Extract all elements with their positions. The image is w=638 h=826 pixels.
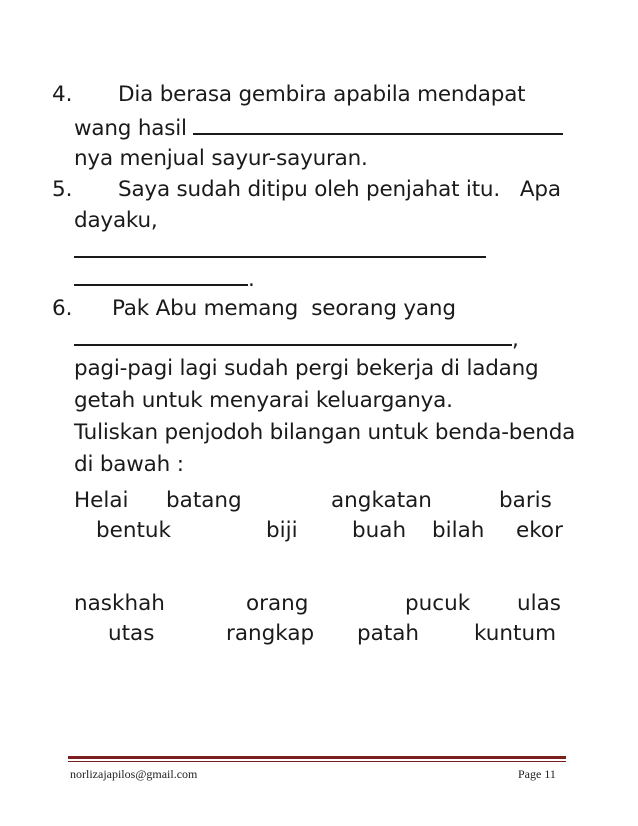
question-6-number: 6. [52, 296, 73, 321]
question-5-number: 5. [52, 177, 73, 202]
word-bank-naskhah: naskhah [74, 591, 165, 616]
question-6-comma: , [512, 327, 519, 352]
word-bank-orang: orang [246, 591, 309, 616]
question-5-period: . [248, 267, 255, 292]
question-4-number: 4. [52, 82, 73, 107]
word-bank-batang: batang [166, 488, 242, 513]
word-bank-ulas: ulas [517, 591, 561, 616]
word-bank-baris: baris [499, 488, 552, 513]
question-6-line-1: Pak Abu memang seorang yang [112, 296, 456, 321]
instruction-line-2: di bawah : [74, 452, 184, 477]
word-bank-patah: patah [357, 621, 420, 646]
question-4-line-2 [74, 115, 563, 142]
question-4-line-3: nya menjual sayur-sayuran. [74, 146, 368, 171]
question-6-line-4: getah untuk menyarai keluarganya. [74, 388, 453, 413]
word-bank-bentuk: bentuk [96, 518, 172, 543]
footer-email: norlizajapilos@gmail.com [70, 767, 198, 781]
answer-blank-5a[interactable] [74, 238, 486, 258]
word-bank-rangkap: rangkap [226, 621, 315, 646]
answer-blank-6[interactable] [74, 326, 512, 346]
word-bank-biji: biji [266, 518, 298, 543]
question-6-blank-line [74, 326, 519, 353]
question-6-line-3: pagi-pagi lagi sudah pergi bekerja di ladang [74, 356, 539, 381]
footer-page-number: Page 11 [518, 767, 556, 781]
word-bank-angkatan: angkatan [331, 488, 432, 513]
answer-blank-4[interactable] [193, 115, 563, 135]
answer-blank-5b[interactable] [74, 266, 248, 286]
word-bank-bilah: bilah [432, 518, 485, 543]
question-5-blank-line [74, 238, 486, 265]
word-bank-helai: Helai [74, 488, 129, 513]
instruction-line-1: Tuliskan penjodoh bilangan untuk benda-benda [74, 420, 576, 445]
word-bank-buah: buah [352, 518, 407, 543]
word-bank-ekor: ekor [516, 518, 563, 543]
question-5-line-3 [74, 266, 255, 293]
word-bank-pucuk: pucuk [405, 591, 471, 616]
question-5-line-1: Saya sudah ditipu oleh penjahat itu. Apa [118, 177, 561, 202]
question-5-line-2: dayaku, [74, 208, 158, 233]
word-bank-utas: utas [108, 621, 155, 646]
question-4-line-2-text: wang hasil [74, 116, 194, 141]
word-bank-kuntum: kuntum [474, 621, 557, 646]
footer-divider-thin [68, 761, 566, 762]
footer-divider-thick [68, 756, 566, 759]
question-4-line-1: Dia berasa gembira apabila mendapat [118, 82, 526, 107]
